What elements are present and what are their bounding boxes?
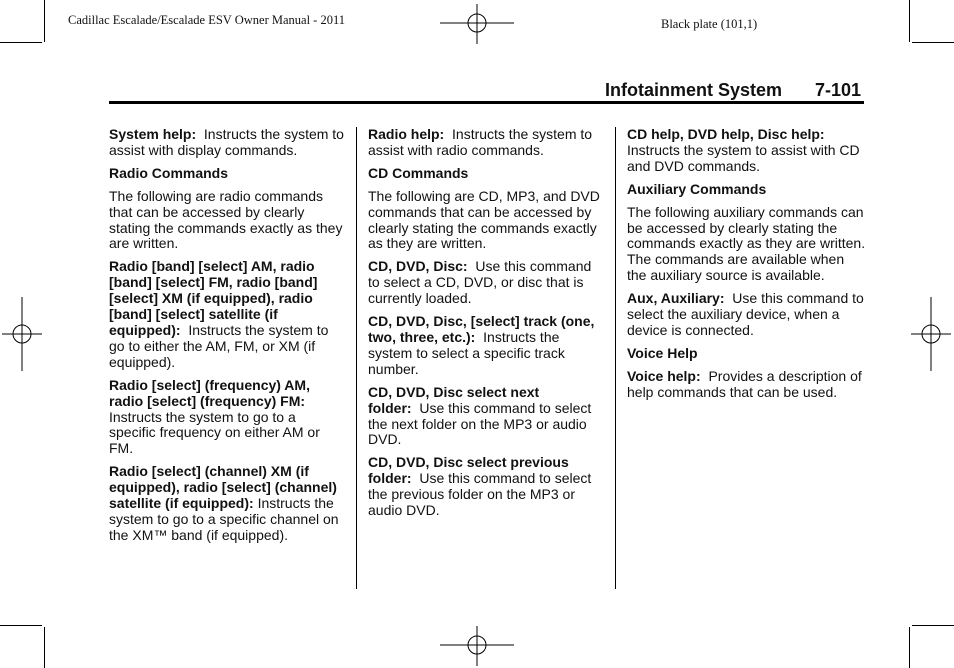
header-rule bbox=[109, 101, 864, 104]
paragraph-radio-frequency bbox=[109, 378, 345, 458]
paragraph-aux bbox=[627, 291, 867, 339]
text: Use this command to select the next folder on the MP3 or audio DVD. bbox=[368, 399, 592, 448]
registration-mark-bottom-icon bbox=[440, 626, 514, 666]
column-1 bbox=[109, 127, 345, 551]
text: Use this command to select the previous folder on the MP3 or audio DVD. bbox=[368, 470, 592, 519]
term: CD, DVD, Disc, [select] track (one, two, three, etc.): bbox=[368, 313, 595, 345]
paragraph-voice-help bbox=[627, 369, 867, 401]
paragraph-cd-track bbox=[368, 314, 604, 378]
crop-mark-tl-h bbox=[0, 42, 42, 43]
paragraph-cd-next-folder bbox=[368, 385, 604, 449]
paragraph-system-help bbox=[109, 127, 345, 159]
paragraph-aux-intro: The following auxiliary commands can be accessed by clearly stating the commands exactly as they are written. The commands are available when the auxiliary source is available. bbox=[627, 203, 866, 284]
text: Use this command to select the auxiliary device, when a device is connected. bbox=[627, 290, 864, 338]
term: Radio [band] [select] AM, radio [band] [select] FM, radio [band] [select] XM (if equipped), radio [band] [select] satellite (if equipped): bbox=[109, 258, 318, 338]
crop-mark-tr-v bbox=[909, 0, 910, 42]
text: Instructs the system to go to either the AM, FM, or XM (if equipped). bbox=[109, 321, 329, 370]
heading-cd-commands: CD Commands bbox=[368, 164, 469, 181]
paragraph-cd-intro: The following are CD, MP3, and DVD commands that can be accessed by clearly stating the commands exactly as they are written. bbox=[368, 187, 600, 252]
registration-mark-left-icon bbox=[2, 297, 42, 371]
text: Instructs the system to select a specific track number. bbox=[368, 328, 565, 377]
paragraph-cd-previous-folder bbox=[368, 455, 604, 519]
term: CD, DVD, Disc select next folder: bbox=[368, 383, 540, 416]
paragraph-cd-dvd-disc bbox=[368, 259, 604, 307]
heading-voice-help: Voice Help bbox=[627, 344, 698, 361]
text: Instructs the system to go to a specific frequency on either AM or FM. bbox=[109, 408, 320, 457]
crop-mark-br-v bbox=[909, 627, 910, 668]
term: Radio help: bbox=[368, 126, 445, 142]
crop-mark-tl-v bbox=[44, 0, 45, 42]
heading-auxiliary-commands: Auxiliary Commands bbox=[627, 180, 767, 197]
crop-mark-tr-h bbox=[912, 42, 954, 43]
term: System help: bbox=[109, 126, 197, 142]
crop-mark-br-h bbox=[912, 625, 954, 626]
term: Radio [select] (frequency) AM, radio [select] (frequency) FM: bbox=[109, 376, 310, 409]
heading-radio-commands: Radio Commands bbox=[109, 164, 229, 181]
crop-mark-bl-v bbox=[44, 627, 45, 668]
text: Use this command to select a CD, DVD, or disc that is currently loaded. bbox=[368, 258, 592, 307]
text: Instructs the system to assist with display commands. bbox=[109, 126, 344, 158]
term: Aux, Auxiliary: bbox=[627, 290, 725, 307]
term: Voice help: bbox=[627, 367, 701, 384]
paragraph-radio-help bbox=[368, 127, 604, 159]
paragraph-radio-band bbox=[109, 259, 345, 370]
term: Radio [select] (channel) XM (if equipped), radio [select] (channel) satellite (if equipped): bbox=[109, 463, 337, 512]
paragraph-radio-channel bbox=[109, 464, 345, 544]
term: CD help, DVD help, Disc help: bbox=[627, 126, 825, 142]
paragraph-radio-intro: The following are radio commands that can be accessed by clearly stating the commands exactly as they are written. bbox=[109, 187, 343, 252]
term: CD, DVD, Disc: bbox=[368, 258, 468, 275]
term: CD, DVD, Disc select previous folder: bbox=[368, 454, 569, 487]
column-divider-2 bbox=[615, 127, 616, 589]
column-divider-1 bbox=[356, 127, 357, 589]
text: Instructs the system to assist with radio commands. bbox=[368, 126, 593, 158]
crop-mark-bl-h bbox=[0, 625, 42, 626]
text: Instructs the system to go to a specific channel on the XM™ band (if equipped). bbox=[109, 495, 339, 543]
column-3 bbox=[627, 127, 867, 408]
registration-mark-top-icon bbox=[440, 4, 514, 44]
paragraph-cd-help bbox=[627, 127, 867, 175]
column-2 bbox=[368, 127, 604, 526]
manual-title: Cadillac Escalade/Escalade ESV Owner Manual - 2011 bbox=[68, 13, 345, 27]
registration-mark-right-icon bbox=[911, 297, 951, 371]
section-title: Infotainment System bbox=[605, 80, 783, 100]
plate-label: Black plate (101,1) bbox=[661, 17, 758, 31]
text: Provides a description of help commands that can be used. bbox=[627, 367, 862, 400]
text: Instructs the system to assist with CD and DVD commands. bbox=[627, 141, 860, 174]
page-number: 7-101 bbox=[815, 80, 862, 100]
